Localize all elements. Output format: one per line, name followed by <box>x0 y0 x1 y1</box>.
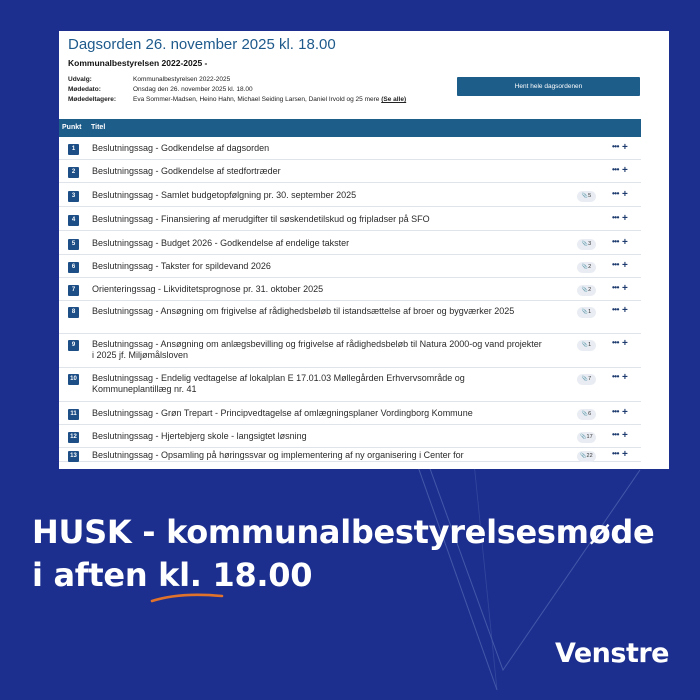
meta-value: Kommunalbestyrelsen 2022-2025 <box>133 76 231 83</box>
agenda-row[interactable] <box>59 402 641 425</box>
item-title-link[interactable]: Beslutningssag - Ansøgning om anlægsbevilling og frigivelse af rådighedsbeløb til Natura 2000-og vand projekter i 2025 jf. Miljømålsloven <box>92 339 542 360</box>
paperclip-icon: 📎 <box>581 376 589 382</box>
expand-plus-icon[interactable]: + <box>622 430 628 441</box>
attachments-count-value: 3 <box>588 241 592 247</box>
agenda-row[interactable] <box>59 425 641 448</box>
venstre-logo: Venstre <box>554 638 669 669</box>
attachments-count[interactable] <box>577 374 596 385</box>
expand-plus-icon[interactable]: + <box>622 189 628 200</box>
paperclip-icon: 📎 <box>581 264 589 270</box>
item-title-link[interactable]: Beslutningssag - Grøn Trepart - Principvedtagelse af omlægningsplaner Vordingborg Kommune <box>92 408 473 418</box>
meta-label: Udvalg: <box>68 76 92 83</box>
item-number-badge: 7 <box>68 285 79 296</box>
download-agenda-button[interactable]: Hent hele dagsordenen <box>457 77 640 96</box>
column-header-title: Titel <box>91 124 106 131</box>
item-number-badge: 8 <box>68 307 79 318</box>
more-options-icon[interactable]: ••• <box>612 407 619 416</box>
agenda-row[interactable] <box>59 231 641 255</box>
paperclip-icon: 📎 <box>581 193 589 199</box>
agenda-row[interactable] <box>59 278 641 301</box>
agenda-row[interactable] <box>59 334 641 368</box>
table-header <box>59 119 641 137</box>
item-number-badge: 12 <box>68 432 79 443</box>
more-options-icon[interactable]: ••• <box>612 260 619 269</box>
expand-plus-icon[interactable]: + <box>622 407 628 418</box>
underline-swoosh <box>150 590 224 604</box>
item-title-link[interactable]: Beslutningssag - Godkendelse af stedfortræder <box>92 166 281 176</box>
more-options-icon[interactable]: ••• <box>612 283 619 292</box>
meeting-meta <box>68 75 406 105</box>
item-number-badge: 13 <box>68 451 79 462</box>
headline-line-2: i aften kl. 18.00 <box>32 556 313 594</box>
agenda-row[interactable] <box>59 448 641 462</box>
page-title: Dagsorden 26. november 2025 kl. 18.00 <box>68 36 336 53</box>
more-options-icon[interactable]: ••• <box>612 338 619 347</box>
item-title-link[interactable]: Beslutningssag - Finansiering af merudgifter til søskendetilskud og fripladser på SFO <box>92 214 430 224</box>
expand-plus-icon[interactable]: + <box>622 338 628 349</box>
item-title-link[interactable]: Beslutningssag - Opsamling på høringssvar og implementering af ny organisering i Center for <box>92 450 464 460</box>
meta-row-committee <box>68 75 406 85</box>
expand-plus-icon[interactable]: + <box>622 305 628 316</box>
item-number-badge: 1 <box>68 144 79 155</box>
more-options-icon[interactable]: ••• <box>612 165 619 174</box>
more-options-icon[interactable]: ••• <box>612 430 619 439</box>
item-number-badge: 3 <box>68 191 79 202</box>
agenda-row[interactable] <box>59 255 641 278</box>
expand-plus-icon[interactable]: + <box>622 213 628 224</box>
attachments-count-value: 2 <box>588 264 592 270</box>
attachments-count-value: 17 <box>586 434 593 440</box>
item-number-badge: 2 <box>68 167 79 178</box>
attachments-count-value: 7 <box>588 376 592 382</box>
item-title-link[interactable]: Orienteringssag - Likviditetsprognose pr. 31. oktober 2025 <box>92 284 324 294</box>
agenda-row[interactable] <box>59 301 641 334</box>
meta-value: Onsdag den 26. november 2025 kl. 18.00 <box>133 86 253 93</box>
attachments-count[interactable] <box>577 409 596 420</box>
agenda-row[interactable] <box>59 183 641 207</box>
paperclip-icon: 📎 <box>581 241 589 247</box>
attachments-count-value: 6 <box>588 411 592 417</box>
item-number-badge: 10 <box>68 374 79 385</box>
attachments-count[interactable] <box>577 432 596 443</box>
attachments-count[interactable] <box>577 340 596 351</box>
expand-plus-icon[interactable]: + <box>622 283 628 294</box>
attachments-count-value: 1 <box>588 342 592 348</box>
more-options-icon[interactable]: ••• <box>612 189 619 198</box>
item-title-link[interactable]: Beslutningssag - Ansøgning om frigivelse af rådighedsbeløb til istandsættelse af broer og bygværker 2025 <box>92 306 515 316</box>
expand-plus-icon[interactable]: + <box>622 237 628 248</box>
attachments-count[interactable] <box>577 307 596 318</box>
paperclip-icon: 📎 <box>581 287 589 293</box>
participants-list: Eva Sommer-Madsen, Heino Hahn, Michael Seiding Larsen, Daniel Irvold og 25 mere <box>133 96 380 103</box>
meta-row-participants <box>68 95 406 105</box>
item-number-badge: 6 <box>68 262 79 273</box>
meta-label: Mødedato: <box>68 86 101 93</box>
attachments-count[interactable] <box>577 285 596 296</box>
column-header-number: Punkt <box>62 124 82 131</box>
agenda-row[interactable] <box>59 160 641 183</box>
paperclip-icon: 📎 <box>580 434 587 440</box>
attachments-count[interactable] <box>577 191 596 202</box>
agenda-screenshot-card <box>59 31 669 469</box>
committee-heading: Kommunalbestyrelsen 2022-2025 - <box>68 58 208 68</box>
attachments-count-value: 2 <box>588 287 592 293</box>
attachments-count[interactable] <box>577 451 596 462</box>
agenda-row[interactable] <box>59 207 641 231</box>
expand-plus-icon[interactable]: + <box>622 165 628 176</box>
meta-row-date <box>68 85 406 95</box>
attachments-count-value: 22 <box>586 453 593 459</box>
expand-plus-icon[interactable]: + <box>622 142 628 153</box>
paperclip-icon: 📎 <box>580 453 587 459</box>
item-title-link[interactable]: Beslutningssag - Budget 2026 - Godkendelse af endelige takster <box>92 238 350 248</box>
item-number-badge: 4 <box>68 215 79 226</box>
more-options-icon[interactable]: ••• <box>612 237 619 246</box>
item-number-badge: 9 <box>68 340 79 351</box>
paperclip-icon: 📎 <box>581 342 589 348</box>
more-options-icon[interactable]: ••• <box>612 213 619 222</box>
more-options-icon[interactable]: ••• <box>612 305 619 314</box>
item-title-link[interactable]: Beslutningssag - Endelig vedtagelse af lokalplan E 17.01.03 Møllegården Erhvervsområde og Kommuneplantillæg nr. 41 <box>92 373 465 394</box>
see-all-link[interactable]: (Se alle) <box>381 96 407 103</box>
item-number-badge: 5 <box>68 239 79 250</box>
item-number-badge: 11 <box>68 409 79 420</box>
agenda-table <box>59 137 641 462</box>
agenda-row[interactable] <box>59 368 641 402</box>
more-options-icon[interactable]: ••• <box>612 142 619 151</box>
headline-line-1: HUSK - kommunalbestyrelsesmøde <box>32 513 655 551</box>
expand-plus-icon[interactable]: + <box>622 449 628 460</box>
more-options-icon[interactable]: ••• <box>612 372 619 381</box>
more-options-icon[interactable]: ••• <box>612 449 619 458</box>
item-title-link[interactable]: Beslutningssag - Samlet budgetopfølgning pr. 30. september 2025 <box>92 190 357 200</box>
expand-plus-icon[interactable]: + <box>622 372 628 383</box>
attachments-count-value: 1 <box>588 309 592 315</box>
item-title-link[interactable]: Beslutningssag - Hjertebjerg skole - langsigtet løsning <box>92 431 307 441</box>
paperclip-icon: 📎 <box>581 411 589 417</box>
item-title-link[interactable]: Beslutningssag - Takster for spildevand 2026 <box>92 261 271 271</box>
paperclip-icon: 📎 <box>581 309 589 315</box>
meta-label: Mødedeltagere: <box>68 96 117 103</box>
attachments-count-value: 5 <box>588 193 592 199</box>
agenda-row[interactable] <box>59 137 641 160</box>
item-title-link[interactable]: Beslutningssag - Godkendelse af dagsorden <box>92 143 270 153</box>
attachments-count[interactable] <box>577 239 596 250</box>
expand-plus-icon[interactable]: + <box>622 260 628 271</box>
meta-value <box>133 95 406 105</box>
attachments-count[interactable] <box>577 262 596 273</box>
